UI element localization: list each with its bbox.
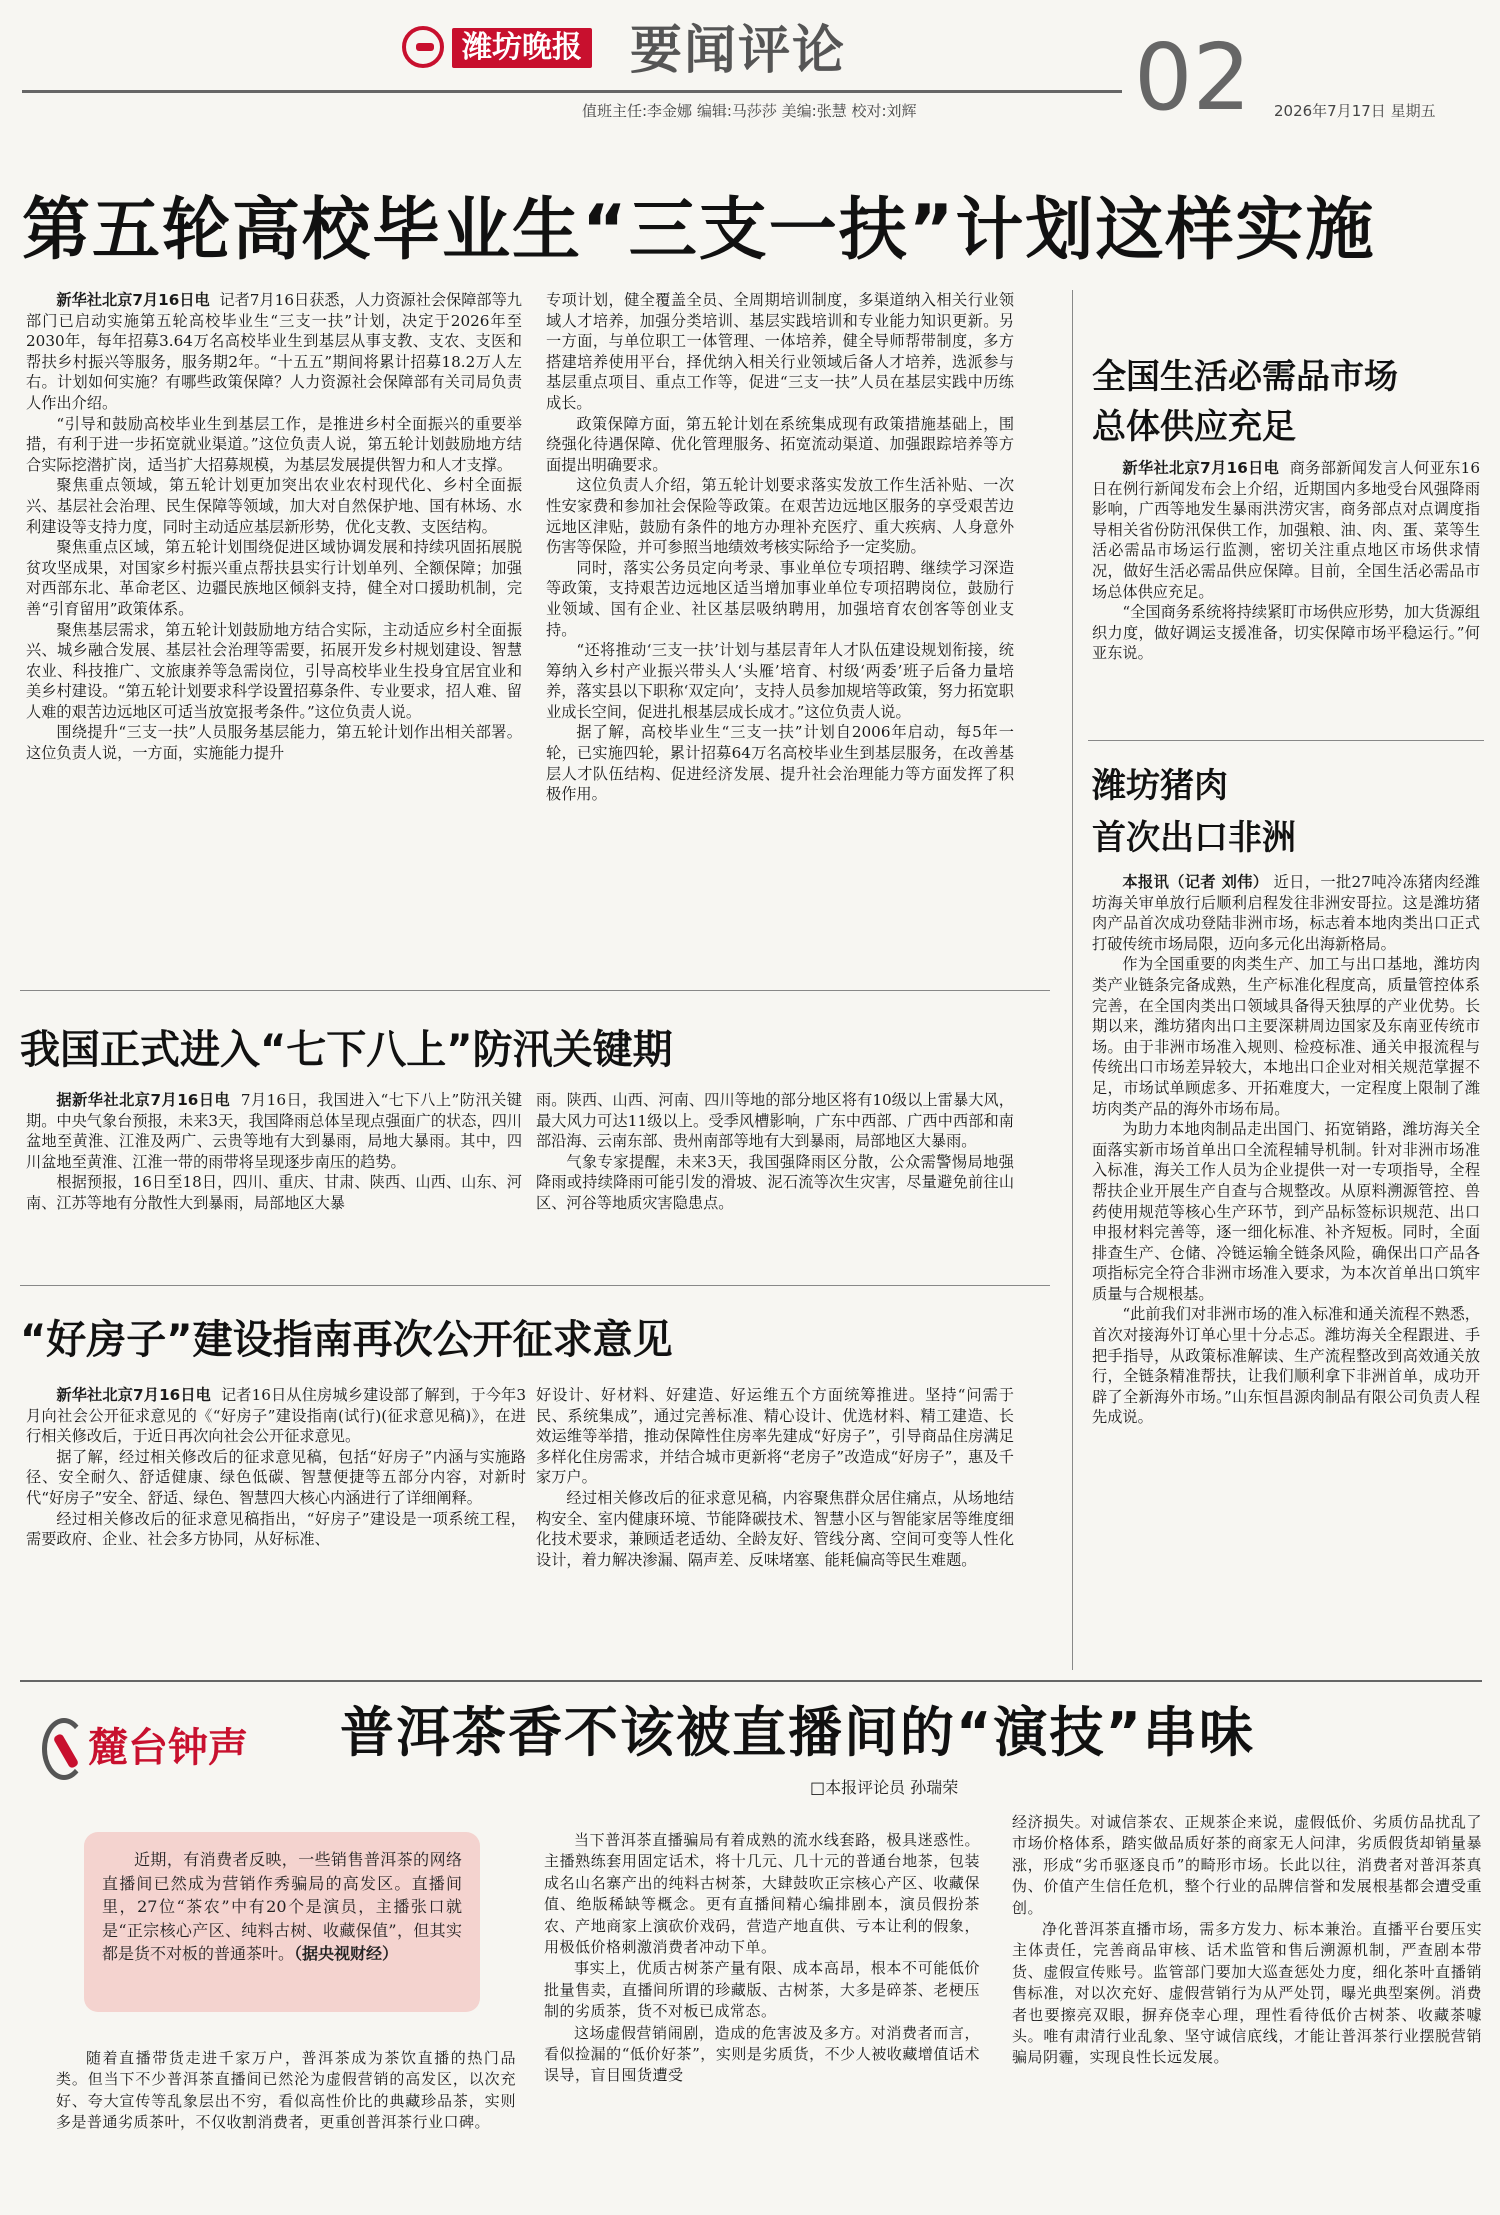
divider-article1 xyxy=(20,990,1050,991)
staff-line: 值班主任:李金娜 编辑:马莎莎 美编:张慧 校对:刘辉 xyxy=(582,102,917,120)
article5-headline-line2: 首次出口非洲 xyxy=(1092,818,1296,858)
opinion-top-rule xyxy=(20,1680,1482,1682)
opinion-col2-para-2: 这场虚假营销闹剧，造成的危害波及多方。对消费者而言，看似捡漏的“低价好茶”，实则是劣质货，不少人被收藏增值话术误导，盲目囤货遭受 xyxy=(544,2023,980,2085)
article2-col2 xyxy=(536,1090,1014,1275)
article1-col2-para-1: 政策保障方面，第五轮计划在系统集成现有政策措施基础上，围绕强化待遇保障、优化管理服务、拓宽流动渠道、加强跟踪培养等方面提出明确要求。 xyxy=(546,414,1014,474)
article3-col1-para-2: 经过相关修改后的征求意见稿指出，“好房子”建设是一项系统工程，需要政府、企业、社会多方协同，从好标准、 xyxy=(26,1509,526,1549)
masthead-rule xyxy=(22,90,1122,93)
opinion-col3-para-1: 净化普洱茶直播市场，需多方发力、标本兼治。直播平台要压实主体责任，完善商品审核、话术监管和售后溯源机制，严查剧本带货、虚假宣传账号。监管部门要加大巡查惩处力度，细化茶叶直播销售标准，对以次充好、虚假营销行为从严处罚，曝光典型案例。消费者也要擦亮双眼，摒弃侥幸心理，理性看待低价古树茶、收藏茶噱头。唯有肃清行业乱象、坚守诚信底线，才能让普洱茶行业摆脱营销骗局阴霾，实现良性长远发展。 xyxy=(1012,1920,1482,2067)
article1-col2-para-5: 据了解，高校毕业生“三支一扶”计划自2006年启动，每5年一轮，已实施四轮，累计招募64万名高校毕业生到基层服务，在改善基层人才队伍结构、促进经济发展、提升社会治理能力等方面发挥了积极作用。 xyxy=(546,723,1014,804)
article1-dateline: 新华社北京7月16日电 xyxy=(56,291,210,309)
article4-headline-line1: 全国生活必需品市场 xyxy=(1092,357,1398,397)
newspaper-logo-icon xyxy=(402,26,444,68)
article2-dateline: 据新华社北京7月16日电 xyxy=(56,1091,231,1109)
vertical-divider xyxy=(1072,290,1073,1670)
article3-col2-para-1: 经过相关修改后的征求意见稿，内容聚焦群众居住痛点，从场地结构安全、室内健康环境、节能降碳技术、智慧小区与智能家居等维度细化技术要求，兼顾适老适幼、全龄友好、管线分离、空间可变等人性化设计，着力解决渗漏、隔声差、反味堵塞、能耗偏高等民生难题。 xyxy=(536,1488,1014,1569)
article1-col1-para-5: 围绕提升“三支一扶”人员服务基层能力，第五轮计划作出相关部署。这位负责人说，一方面，实施能力提升 xyxy=(26,723,522,763)
article5-dateline: 本报讯（记者 刘伟） xyxy=(1122,873,1269,891)
article2-col1: 据新华社北京7月16日电 7月16日，我国进入“七下八上”防汛关键期。中央气象台预报，未来3天，我国降雨总体呈现点强面广的状态，四川盆地至黄淮、江淮及两广、云贵等地有大到暴雨，局地大暴雨。其中，四川盆地至黄淮、江淮一带的雨带将呈现逐步南压的趋势。 根据预报，16日至18日，四川、重庆、甘肃、陕西、山西、山东、河南、江苏等地有分散性大到暴雨，局部地区大暴 xyxy=(26,1091,522,1212)
article1-col2 xyxy=(546,290,1014,980)
opinion-col3 xyxy=(1012,1812,1482,2200)
opinion-headline: 普洱茶香不该被直播间的“演技”串味 xyxy=(340,1701,1255,1764)
article1-col2-para-0: 专项计划，健全覆盖全员、全周期培训制度，多渠道纳入相关行业领域人才培养，加强分类培训、基层实践培训和专业能力知识更新。另一方面，与单位职工一体管理、一体培养，健全导师帮带制度，多方搭建培养使用平台，择优纳入相关行业领域后备人才培养，选派参与基层重点项目、重点工作等，促进“三支一扶”人员在基层实践中历练成长。 xyxy=(546,291,1014,412)
article4-dateline: 新华社北京7月16日电 xyxy=(1122,459,1280,477)
article3-col2 xyxy=(536,1385,1014,1655)
article3-col1: 新华社北京7月16日电 记者16日从住房城乡建设部了解到，于今年3月向社会公开征求意见的《“好房子”建设指南(试行)(征求意见稿)》，在进行相关修改后，于近日再次向社会公开征求意见。 据了解，经过相关修改后的征求意见稿，包括“好房子”内涵与实施路径、安全耐久、舒适健康、绿色低碳、智慧便捷等五部分内容，对新时代“好房子”安全、舒适、绿色、智慧四大核心内涵进行了详细阐释。 经过相关修改后的征求意见稿指出，“好房子”建设是一项系统工程，需要政府、企业、社会多方协同，从好标准、 xyxy=(26,1386,526,1549)
article4-body: 新华社北京7月16日电 商务部新闻发言人何亚东16日在例行新闻发布会上介绍，近期国内多地受台风强降雨影响，广西等地发生暴雨洪涝灾害，商务部点对点调度指导相关省份防汛保供工作，加强粮、油、肉、蛋、菜等生活必需品市场运行监测，密切关注重点地区市场供求情况，做好生活必需品供应保障。目前，全国生活必需品市场总体供应充足。 “全国商务系统将持续紧盯市场供应形势，加大货源组织力度，做好调运支援准备，切实保障市场平稳运行。”何亚东说。 xyxy=(1092,459,1480,663)
article4-headline xyxy=(1092,352,1398,452)
article3-col1-para-1: 据了解，经过相关修改后的征求意见稿，包括“好房子”内涵与实施路径、安全耐久、舒适健康、绿色低碳、智慧便捷等五部分内容，对新时代“好房子”安全、舒适、绿色、智慧四大核心内涵进行了详细阐释。 xyxy=(26,1447,526,1507)
article4-para-1: “全国商务系统将持续紧盯市场供应形势，加大货源组织力度，做好调运支援准备，切实保障市场平稳运行。”何亚东说。 xyxy=(1092,603,1480,663)
opinion-byline: □本报评论员 孙瑞荣 xyxy=(810,1778,959,1797)
article1-col1-para-0: 新华社北京7月16日电 记者7月16日获悉，人力资源社会保障部等九部门已启动实施第五轮高校毕业生“三支一扶”计划，决定于2026年至2030年，每年招募3.64万名高校毕业生到基层从事支教、支农、支医和帮扶乡村振兴等服务，服务期2年。“十五五”期间将累计招募18.2万人左右。计划如何实施？有哪些政策保障？人力资源社会保障部有关司局负责人作出介绍。 xyxy=(26,291,522,412)
article5-headline-line1: 潍坊猪肉 xyxy=(1092,766,1228,806)
opinion-lead-box xyxy=(84,1832,480,2012)
divider-article4 xyxy=(1088,740,1484,741)
article3-headline: “好房子”建设指南再次公开征求意见 xyxy=(20,1317,673,1363)
article1-headline: 第五轮高校毕业生“三支一扶”计划这样实施 xyxy=(22,191,1376,270)
article1-col2-para-4: “还将推动‘三支一扶’计划与基层青年人才队伍建设规划衔接，统筹纳入乡村产业振兴带头人‘头雁’培育、村级‘两委’班子后备力量培养，落实县以下职称‘双定向’，支持人员参加规培等政策，努力拓宽职业成长空间，促进扎根基层成长成才。”这位负责人说。 xyxy=(546,641,1014,721)
article5-body: 本报讯（记者 刘伟） 近日，一批27吨冷冻猪肉经潍坊海关审单放行后顺利启程发往非洲安哥拉。这是潍坊猪肉产品首次成功登陆非洲市场，标志着本地肉类出口正式打破传统市场局限，迈向多元化出海新格局。 作为全国重要的肉类生产、加工与出口基地，潍坊肉类产业链条完备成熟，生产标准化程度高，质量管控体系完善，在全国肉类出口领域具备得天独厚的产业优势。长期以来，潍坊猪肉出口主要深耕周边国家及东南亚传统市场。由于非洲市场准入规则、检疫标准、通关申报流程与传统出口市场差异较大，本地出口企业对相关规范掌握不足，市场试单顾虑多、开拓难度大，一定程度上限制了潍坊肉类产品的海外市场布局。 为助力本地肉制品走出国门、拓宽销路，潍坊海关全面落实新市场首单出口全流程辅导机制。针对非洲市场准入标准，海关工作人员为企业提供一对一专项指导，全程帮扶企业开展生产自查与合规整改。从原料溯源管控、兽药使用规范等核心生产环节，到产品标签标识规范、出口申报材料完善等，逐一细化标准、补齐短板。同时，全面排查生产、仓储、冷链运输全链条风险，确保出口产品各项指标完全符合非洲市场准入要求，为本次首单出口筑牢质量与合规根基。 “此前我们对非洲市场的准入标准和通关流程不熟悉，首次对接海外订单心里十分忐忑。潍坊海关全程跟进、手把手指导，从政策标准解读、生产流程整改到高效通关放行，全链条精准帮扶，让我们顺利拿下非洲首单，成功开辟了全新海外市场。”山东恒昌源肉制品有限公司负责人程先成说。 xyxy=(1092,873,1480,1427)
article2-col2-para-0: 雨。陕西、山西、河南、四川等地的部分地区将有10级以上雷暴大风，最大风力可达11级以上。受季风槽影响，广东中西部、广西中西部和南部沿海、云南东部、贵州南部等地有大到暴雨，局部地区大暴雨。 xyxy=(536,1091,1014,1151)
article1-col1-para-1: “引导和鼓励高校毕业生到基层工作，是推进乡村全面振兴的重要举措，有利于进一步拓宽就业渠道。”这位负责人说，第五轮计划鼓励地方结合实际挖潜扩岗，适当扩大招募规模，为基层发展提供智力和人才支撑。 xyxy=(26,414,522,474)
section-title: 要闻评论 xyxy=(630,21,847,81)
divider-article2 xyxy=(20,1285,1050,1286)
article5-para-1: 作为全国重要的肉类生产、加工与出口基地，潍坊肉类产业链条完备成熟，生产标准化程度高，质量管控体系完善，在全国肉类出口领域具备得天独厚的产业优势。长期以来，潍坊猪肉出口主要深耕周边国家及东南亚传统市场。由于非洲市场准入规则、检疫标准、通关申报流程与传统出口市场差异较大，本地出口企业对相关规范掌握不足，市场试单顾虑多、开拓难度大，一定程度上限制了潍坊肉类产品的海外市场布局。 xyxy=(1092,955,1480,1118)
opinion-lead-source: （据央视财经） xyxy=(294,1944,399,1963)
article1-col2-para-2: 这位负责人介绍，第五轮计划要求落实发放工作生活补贴、一次性安家费和参加社会保险等政策。在艰苦边远地区服务的享受艰苦边远地区津贴，鼓励有条件的地方办理补充医疗、重大疾病、人身意外伤害等保险，并可参照当地绩效考核实际给予一定奖励。 xyxy=(546,476,1014,557)
article5-para-3: “此前我们对非洲市场的准入标准和通关流程不熟悉，首次对接海外订单心里十分忐忑。潍坊海关全程跟进、手把手指导，从政策标准解读、生产流程整改到高效通关放行，全链条精准帮扶，让我们顺利拿下非洲首单，成功开辟了全新海外市场。”山东恒昌源肉制品有限公司负责人程先成说。 xyxy=(1092,1305,1480,1427)
article1-col1-para-4: 聚焦基层需求，第五轮计划鼓励地方结合实际，主动适应乡村全面振兴、城乡融合发展、基层社会治理等需要，拓展开发乡村规划建设、智慧农业、科技推广、文旅康养等急需岗位，引导高校毕业生投身宜居宜业和美乡村建设。“第五轮计划要求科学设置招募条件、专业要求，招人难、留人难的艰苦边远地区可适当放宽报考条件。”这位负责人说。 xyxy=(26,620,522,721)
opinion-col2-para-1: 事实上，优质古树茶产量有限、成本高昂，根本不可能低价批量售卖，直播间所谓的珍藏版、古树茶，大多是碎茶、老梗压制的劣质茶，货不对板已成常态。 xyxy=(544,1959,980,2021)
article3-col2-para-0: 好设计、好材料、好建造、好运维五个方面统筹推进。坚持“问需于民、系统集成”，通过完善标准、精心设计、优选材料、精工建造、长效运维等举措，推动保障性住房率先建成“好房子”，引导商品住房满足多样化住房需求，并结合城市更新将“老房子”改造成“好房子”，惠及千家万户。 xyxy=(536,1386,1014,1487)
column-logo xyxy=(30,1712,280,1792)
article1-col1-para-2: 聚焦重点领域，第五轮计划更加突出农业农村现代化、乡村全面振兴、基层社会治理、民生保障等领域，加大对自然保护地、国有林场、水利建设等支持力度，同时主动适应基层新形势，优化支教、支医结构。 xyxy=(26,476,522,536)
microphone-icon xyxy=(42,1718,86,1780)
masthead xyxy=(22,18,1482,131)
article3-dateline: 新华社北京7月16日电 xyxy=(56,1386,212,1404)
opinion-col1 xyxy=(56,2048,516,2188)
paper-name: 潍坊晚报 xyxy=(452,28,592,68)
article4-headline-line2: 总体供应充足 xyxy=(1092,407,1296,447)
article1-col1-para-3: 聚焦重点区域，第五轮计划围绕促进区域协调发展和持续巩固拓展脱贫攻坚成果，对国家乡村振兴重点帮扶县实行计划单列、全额保障；加强对西部东北、革命老区、边疆民族地区倾斜支持，健全对口援助机制，完善“引育留用”政策体系。 xyxy=(26,538,522,618)
opinion-col2 xyxy=(544,1830,980,2200)
opinion-col3-para-0: 经济损失。对诚信茶农、正规茶企来说，虚假低价、劣质仿品扰乱了市场价格体系，踏实做品质好茶的商家无人问津，劣质假货却销量暴涨，形成“劣币驱逐良币”的畸形市场。长此以往，消费者对普洱茶真伪、价值产生信任危机，整个行业的品牌信誉和发展根基都会遭受重创。 xyxy=(1012,1813,1482,1917)
opinion-lead-text: 近期，有消费者反映，一些销售普洱茶的网络直播间已然成为营销作秀骗局的高发区。直播间里，27位“茶农”中有20个是演员，主播张口就是“正宗核心产区、纯料古树、收藏保值”，但其实都是货不对板的普通茶叶。 xyxy=(102,1850,462,1963)
article2-col2-para-1: 气象专家提醒，未来3天，我国强降雨区分散，公众需警惕局地强降雨或持续降雨可能引发的滑坡、泥石流等次生灾害，尽量避免前往山区、河谷等地质灾害隐患点。 xyxy=(536,1152,1014,1212)
article1-col1 xyxy=(26,290,522,980)
page-number: 02 xyxy=(1134,24,1252,131)
article5-headline xyxy=(1092,760,1296,864)
article5-para-2: 为助力本地肉制品走出国门、拓宽销路，潍坊海关全面落实新市场首单出口全流程辅导机制。针对非洲市场准入标准，海关工作人员为企业提供一对一专项指导，全程帮扶企业开展生产自查与合规整改。从原料溯源管控、兽药使用规范等核心生产环节，到产品标签标识规范、出口申报材料完善等，逐一细化标准、补齐短板。同时，全面排查生产、仓储、冷链运输全链条风险，确保出口产品各项指标完全符合非洲市场准入要求，为本次首单出口筑牢质量与合规根基。 xyxy=(1092,1120,1480,1303)
date-line: 2026年7月17日 星期五 xyxy=(1274,102,1436,120)
column-name: 麓台钟声 xyxy=(88,1725,248,1771)
article2-col1-para-1: 根据预报，16日至18日，四川、重庆、甘肃、陕西、山西、山东、河南、江苏等地有分散性大到暴雨，局部地区大暴 xyxy=(26,1173,522,1212)
article1-col2-para-3: 同时，落实公务员定向考录、事业单位专项招聘、继续学习深造等政策，支持艰苦边远地区适当增加事业单位专项招聘岗位，鼓励行业领域、国有企业、社区基层吸纳聘用，加强培育农创客等创业支持。 xyxy=(546,558,1014,639)
article2-headline: 我国正式进入“七下八上”防汛关键期 xyxy=(20,1027,673,1073)
opinion-col1-para-0: 随着直播带货走进千家万户，普洱茶成为茶饮直播的热门品类。但当下不少普洱茶直播间已然沦为虚假营销的高发区，以次充好、夸大宣传等乱象层出不穷，看似高性价比的典藏珍品茶，实则多是普通劣质茶叶，不仅收割消费者，更重创普洱茶行业口碑。 xyxy=(56,2049,516,2132)
opinion-col2-para-0: 当下普洱茶直播骗局有着成熟的流水线套路，极具迷惑性。主播熟练套用固定话术，将十几元、几十元的普通台地茶，包装成名山名寨产出的纯料古树茶，大肆鼓吹正宗核心产区、收藏保值、绝版稀缺等概念。更有直播间精心编排剧本，演员假扮茶农、产地商家上演砍价戏码，营造产地直供、亏本让利的假象，用极低价格刺激消费者冲动下单。 xyxy=(544,1831,980,1957)
